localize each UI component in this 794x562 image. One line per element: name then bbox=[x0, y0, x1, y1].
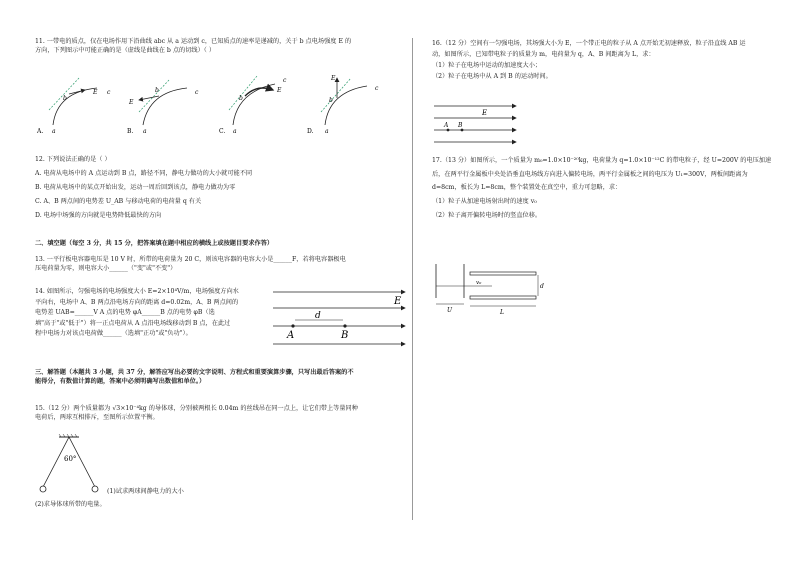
sec3-line2: 能得分，有数值计算的题，答案中必须明确写出数值和单位。） bbox=[35, 377, 206, 385]
q11-d-E: E bbox=[331, 75, 336, 82]
sec3-line1: 三、解答题（本题共 3 小题，共 37 分，解答应写出必要的文字说明、方程式和重要演算步骤，只写出最后答案的不 bbox=[35, 369, 354, 376]
q11-line2: 方向，下列图示中可能正确的是（虚线是曲线在 b 点的切线）（ ） bbox=[35, 46, 216, 54]
section-fill-in-heading: 二、填空题（每空 3 分，共 15 分，把答案填在题中相应的横线上或按题目要求作答） bbox=[35, 240, 274, 247]
q14-line3: 电势差 UAB=______V A 点的电势 φA______B 点的电势 φB（选 bbox=[35, 309, 215, 317]
q15-figure bbox=[35, 433, 115, 503]
q11-c-E: E bbox=[277, 87, 282, 94]
q11-c-b: b bbox=[239, 95, 243, 102]
q16-A-label: A bbox=[444, 122, 449, 129]
q12 bbox=[35, 156, 407, 221]
q11-b-E: E bbox=[129, 99, 134, 106]
q11-figure-d bbox=[307, 75, 379, 135]
q17-d-label: d bbox=[540, 283, 544, 290]
q17-part1: （1）粒子从加速电场射出时的速度 v₀ bbox=[432, 197, 537, 205]
q11-c-c: c bbox=[283, 77, 287, 84]
q16-line2: 动，如图所示，已知带电粒子的质量为 m，电荷量为 q，A、B 间距离为 L，求： bbox=[432, 51, 655, 59]
q11-figures bbox=[35, 70, 407, 136]
q14-figure bbox=[267, 286, 407, 356]
exam-page bbox=[30, 28, 770, 528]
q17-line1: 17.（13 分）如图所示，一个质量为 m₀=1.0×10⁻²⁰kg，电荷量为 q=1.0×10⁻¹²C 的带电粒子，经 U=200V 的电压加速 bbox=[432, 157, 772, 164]
q17-L-label: L bbox=[500, 309, 504, 316]
q17-part2: （2）粒子离开偏转电场时的竖直位移。 bbox=[432, 211, 542, 219]
q15-ball-right bbox=[92, 486, 98, 492]
q16 bbox=[432, 38, 772, 83]
q16-part2: （2）粒子在电场中从 A 到 B 的运动时间。 bbox=[432, 73, 552, 81]
q11-a-b: b bbox=[63, 95, 67, 102]
q11-a-c: c bbox=[107, 89, 111, 96]
q14-line4: 填"高于"或"低于"）将一正点电荷从 A 点沿电场线移动到 B 点，在此过 bbox=[35, 319, 231, 327]
q14-line5: 程中电场力对该点电荷做______（选填"正功"或"负功"）。 bbox=[35, 330, 192, 338]
q17-line2: 后，在两平行金属板中央处沿垂直电场线方向进入偏转电场，两平行金属板之间的电压为 U₁=300V，两板间距离为 bbox=[432, 170, 748, 178]
q11-option-b: B. bbox=[127, 128, 134, 135]
q12-option-c: C. A、B 两点间的电势差 U_AB 与移动电荷的电荷量 q 有关 bbox=[35, 197, 202, 205]
q12-option-a: A. 电荷从电场中的 A 点运动到 B 点，路径不同，静电力做功的大小就可能不同 bbox=[35, 169, 253, 177]
q14-text bbox=[35, 287, 267, 340]
q15-ball-left bbox=[40, 486, 46, 492]
q15-stem bbox=[35, 405, 407, 423]
q14-line2: 平向右，电场中 A、B 两点沿电场方向的距离 d=0.02m，A、B 两点间的 bbox=[35, 298, 239, 306]
q15-part1: (1)试求两球间静电力的大小 bbox=[107, 488, 184, 495]
q14-A-label: A bbox=[287, 330, 295, 341]
q11-figure-a bbox=[36, 78, 111, 135]
q13 bbox=[35, 256, 407, 274]
q17-top-plate bbox=[470, 272, 536, 275]
q11-d-a: a bbox=[325, 128, 329, 135]
q11-option-d: D. bbox=[307, 128, 314, 135]
q12-option-d: D. 电场中场强的方向就是电势降低最快的方向 bbox=[35, 211, 162, 219]
q11-option-a: A. bbox=[37, 128, 44, 135]
q11-d-c: c bbox=[375, 85, 379, 92]
q14-B-label: B bbox=[341, 330, 349, 341]
q17-line3: d=8cm，板长为 L=8cm，整个装置处在真空中，重力可忽略，求： bbox=[432, 184, 622, 192]
q13-line1: 13. 一平行板电容器电压是 10 V 时，所带的电荷量为 20 C，则该电容器的电容大小是______F，若将电容器极电 bbox=[35, 256, 346, 263]
q14-line1: 14. 如图所示，匀强电场的电场强度大小 E=2×10⁴V/m，电场强度方向水 bbox=[35, 288, 239, 295]
q16-point-b bbox=[461, 129, 464, 132]
q14-E-label: E bbox=[394, 296, 402, 307]
q12-option-b: B. 电荷从电场中的某点开始出发，运动一周后回到该点，静电力做功为零 bbox=[35, 183, 236, 191]
q13-line2: 压电荷量为零，则电容大小______（"变"或"不变"） bbox=[35, 264, 177, 272]
q17-bottom-plate bbox=[470, 296, 536, 299]
q11-b-b: b bbox=[155, 87, 159, 94]
q11-b-a: a bbox=[143, 128, 147, 135]
q15-part2: (2)求导体球所带的电量。 bbox=[35, 501, 106, 508]
q11-a-a: a bbox=[52, 128, 56, 135]
q14-d-label: d bbox=[315, 311, 321, 321]
q11-a-E: E bbox=[93, 89, 98, 96]
q11-b-c: c bbox=[195, 89, 199, 96]
q16-figure bbox=[432, 100, 522, 148]
q14-point-b bbox=[343, 324, 346, 327]
q17-figure bbox=[432, 260, 552, 320]
column-divider bbox=[412, 38, 413, 520]
q11-figure-c bbox=[219, 76, 287, 135]
q15-angle-label: 60° bbox=[64, 455, 77, 463]
q17 bbox=[432, 154, 772, 222]
q15-line1: 15.（12 分）两个质量都为 √3×10⁻⁴kg 的导体球，分别被两根长 0.04m 的丝线吊在同一点上，让它们带上等量同种 bbox=[35, 405, 358, 412]
q11-a-field-arrow bbox=[69, 90, 85, 94]
q11-figure-b bbox=[127, 80, 199, 135]
q16-E-label: E bbox=[482, 109, 488, 117]
q12-stem: 12. 下列说法正确的是（ ） bbox=[35, 156, 111, 163]
q11-d-b: b bbox=[329, 97, 333, 104]
q16-line1: 16.（12 分）空间有一匀强电场，其场强大小为 E，一个带正电的粒子从 A 点开始无初速释放，粒子沿直线 AB 运 bbox=[432, 40, 746, 47]
q11-b-field-arrow bbox=[139, 96, 159, 100]
q16-B-label: B bbox=[458, 122, 463, 129]
q11-line1: 11. 一带电的质点，仅在电场作用下沿曲线 abc 从 a 运动到 c，已知质点的速率是递减的，关于 b 点电场强度 E 的 bbox=[35, 38, 352, 45]
q17-v0-label: v₀ bbox=[476, 280, 482, 286]
q11-stem bbox=[35, 38, 407, 56]
q11-c-a: a bbox=[233, 128, 237, 135]
q16-point-a bbox=[447, 129, 450, 132]
q11-option-c: C. bbox=[219, 128, 226, 135]
q15-line2: 电荷后，两球互相排斥，至图所示位置平衡。 bbox=[35, 413, 159, 421]
q17-U-label: U bbox=[447, 307, 453, 314]
section-solve-heading bbox=[35, 369, 407, 387]
q16-part1: （1）粒子在电场中运动的加速度大小； bbox=[432, 62, 542, 70]
q14-point-a bbox=[291, 324, 294, 327]
